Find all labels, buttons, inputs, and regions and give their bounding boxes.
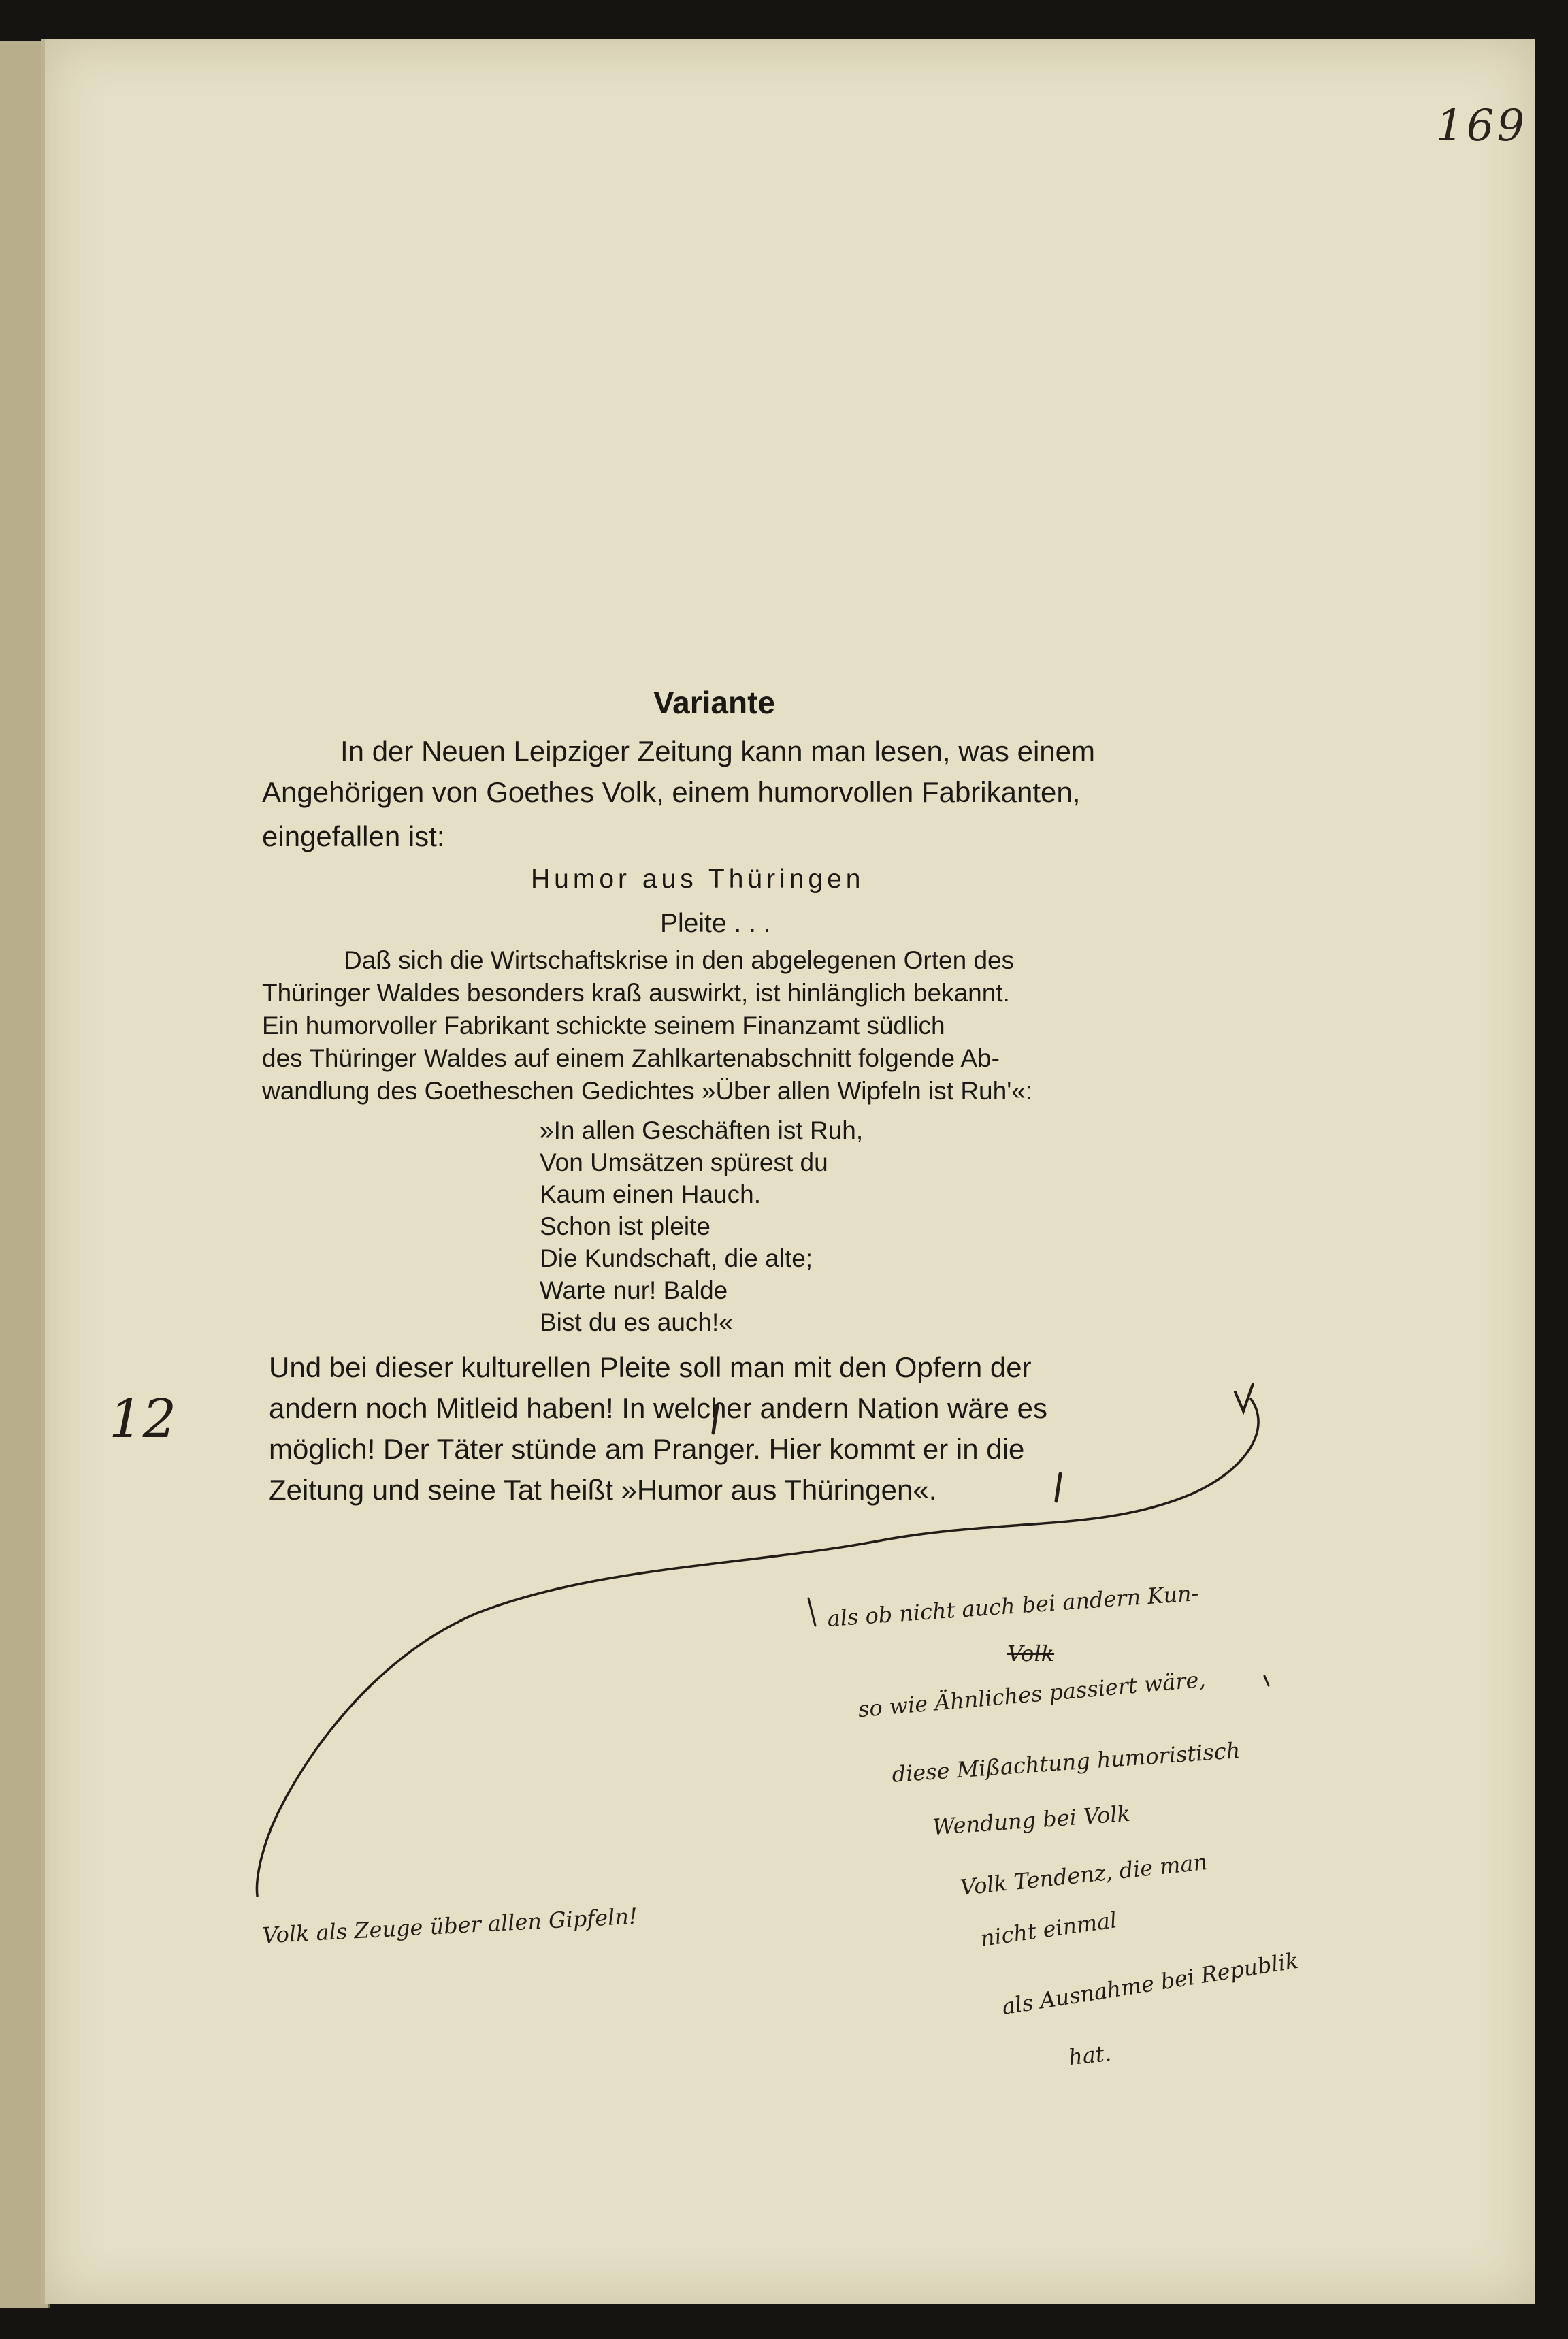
intro-line: In der Neuen Leipziger Zeitung kann man lesen, was einem [340, 735, 1095, 767]
quote-line: Daß sich die Wirtschaftskrise in den abgelegenen Orten des [344, 946, 1015, 974]
verse-line: Von Umsätzen spürest du [540, 1148, 828, 1176]
intro-line: eingefallen ist: [262, 820, 445, 852]
verse-line: Warte nur! Balde [540, 1276, 728, 1304]
quote-line: wandlung des Goetheschen Gedichtes »Über allen Wipfeln ist Ruh'«: [262, 1077, 1033, 1105]
verse-line: Schon ist pleite [540, 1212, 710, 1240]
handwritten-note: als ob nicht auch bei andern Kun- [826, 1579, 1200, 1632]
handwritten-note: diese Mißachtung humoristisch [891, 1737, 1241, 1788]
closing-line: Zeitung und seine Tat heißt »Humor aus Thüringen«. [269, 1474, 937, 1506]
handwritten-note: Volk [1007, 1641, 1055, 1666]
handwritten-note: Volk Tendenz, die man [959, 1849, 1209, 1901]
quote-line: des Thüringer Waldes auf einem Zahlkartenabschnitt folgende Ab- [262, 1044, 1000, 1072]
quote-line: Thüringer Waldes besonders kraß auswirkt, ist hinlänglich bekannt. [262, 979, 1010, 1007]
closing-line: andern noch Mitleid haben! In welcher andern Nation wäre es [269, 1392, 1048, 1424]
handwritten-note: so wie Ähnliches passiert wäre, [857, 1666, 1207, 1723]
handwritten-note: nicht einmal [979, 1907, 1119, 1952]
handwritten-note: als Ausnahme bei Republik [1000, 1947, 1301, 2020]
section-heading: Variante [653, 685, 775, 720]
quote-title: Humor aus Thüringen [531, 865, 865, 894]
verse-line: Kaum einen Hauch. [540, 1180, 761, 1208]
quote-subtitle: Pleite . . . [660, 909, 771, 938]
handwritten-note: Wendung bei Volk [932, 1800, 1132, 1841]
quote-line: Ein humorvoller Fabrikant schickte seinem Finanzamt südlich [262, 1012, 945, 1039]
verse-line: »In allen Geschäften ist Ruh, [540, 1116, 864, 1144]
closing-line: Und bei dieser kulturellen Pleite soll man mit den Opfern der [269, 1351, 1032, 1383]
closing-line: möglich! Der Täter stünde am Pranger. Hier kommt er in die [269, 1433, 1025, 1465]
verse-line: Die Kundschaft, die alte; [540, 1244, 813, 1272]
handwritten-bottom-note: Volk als Zeuge über allen Gipfeln! [261, 1903, 638, 1949]
intro-line: Angehörigen von Goethes Volk, einem humorvollen Fabrikanten, [262, 776, 1081, 808]
margin-mark: 12 [109, 1389, 177, 1450]
handwritten-note: hat. [1067, 2039, 1113, 2071]
verse-line: Bist du es auch!« [540, 1308, 733, 1336]
page-number: 169 [1436, 101, 1528, 151]
